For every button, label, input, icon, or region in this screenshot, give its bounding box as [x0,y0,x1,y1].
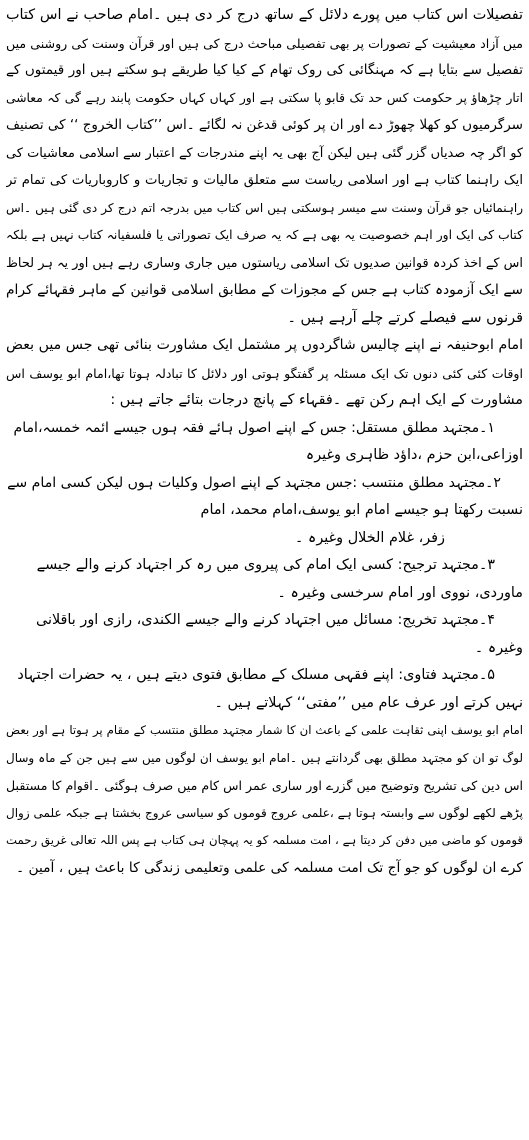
text-line: کرے ان لوگوں کو جو آج تک امت مسلمہ کی علمی وتعلیمی زندگی کا باعث ہیں ، آمین ۔ [15,859,523,876]
text-line: اوقات کئی کئی دنوں تک ایک مسئلہ پر گفتگو ہوتی اور دلائل کا تبادلہ ہوتا تھا،امام ابو یوسف اس [6,365,523,381]
list-item: ۴۔مجتہد تخریج: مسائل میں اجتہاد کرنے والے جیسے الکندی، رازی اور باقلانی [35,612,495,628]
text-line: ایک راہنما کتاب ہے اور اسلامی ریاست سے متعلق مالیات و تجاریات و کاروباریات کی تمام تر [6,173,523,188]
text-line: اس کے اخذ کردہ قوانین صدیوں تک اسلامی ریاستوں میں جاری وساری رہے ہیں اور یہ ہر لحاظ [6,255,523,271]
list-item: ۳۔مجتہد ترجیح: کسی ایک امام کی پیروی میں رہ کر اجتہاد کرنے والے جیسے [36,557,495,573]
text-line: نسبت رکھتا ہو جیسے امام ابو یوسف،امام محمد، امام [200,502,523,518]
text-line: امام ابوحنیفہ نے اپنے چالیس شاگردوں پر مشتمل ایک مشاورت بنائی تھی جس میں بعض [6,337,523,353]
text-line: مشاورت کے ایک اہم رکن تھے ۔فقہاء کے پانچ درجات بتائے جاتے ہیں : [110,392,523,408]
text-line: قوموں کو ماضی میں دفن کر دیتا ہے ، امت مسلمہ کو یہ پہچان ہی کتاب ہے پس اللہ تعالی غریق رحمت [6,833,523,847]
text-line: کو اگر چہ صدیاں گزر گئی ہیں لیکن آج بھی یہ اپنے مندرجات کے اعتبار سے اسلامی معاشیات کی [6,145,523,161]
text-line: اتار چڑھاؤ پر حکومت کس حد تک قابو پا سکتی ہے اور کہاں کہاں حکومت پابند رہے گی کہ معاشی [6,90,523,105]
text-line: سے ایک آزمودہ کتاب ہے جس کے مجوزات کے مطابق اسلامی قوانین کے ماہر فقہائے کرام [6,282,523,298]
text-line: سرگرمیوں کو کھلا چھوڑ دے اور ان پر کوئی قدغن نہ لگائے ۔اس ’’کتاب الخروج ‘‘ کی تصنیف [6,117,523,133]
text-line: نہیں کرتے اور عرف عام میں ’’مفتی‘‘ کہلاتے ہیں ۔ [214,694,523,711]
text-line: تفصیل سے بتایا ہے کہ مہنگائی کی روک تھام کے کیا کیا طریقے ہو سکتے ہیں اور قیمتوں کے [6,62,523,78]
text-line: لوگ تو ان کو مجتہد مطلق بھی گردانتے ہیں ۔امام ابو یوسف ان لوگوں میں سے ہیں جن کے ماہ وسال [6,750,523,765]
text-line: میں آزاد معیشیت کے تصورات پر بھی تفصیلی مباحث درج کی ہیں اور قرآن وسنت کی روشنی میں [6,35,523,51]
text-line: امام ابو یوسف اپنی ثقاہت علمی کے باعث ان کا شمار مجتہد مطلق منتسب کے مقام پر ہوتا ہے اور بعض [6,723,523,737]
text-line: اس دین کی تشریح وتوضیح میں گزرے اور ساری عمر اس کام میں صرف ہوگئی ۔اقوام کا مستقبل [6,778,523,793]
text-line: کتاب کی ایک اور اہم خصوصیت یہ بھی ہے کہ یہ صرف ایک تصوراتی یا فلسفیانہ کتاب نہیں ہے بلکہ [6,228,523,242]
text-line: اوزاعی،ابن حزم ،داؤد ظاہری وغیرہ [305,447,523,463]
list-item: ۵۔مجتہد فتاوی: اپنے فقہی مسلک کے مطابق فتوی دیتے ہیں ، یہ حضرات اجتہاد [17,667,495,683]
list-item: ۱۔مجتہد مطلق مستقل: جس کے اپنے اصول ہائے فقہ ہوں جیسے ائمہ خمسہ،امام [13,419,495,436]
text-line: پڑھے لکھے لوگوں سے وابستہ ہوتا ہے ،علمی عروج قوموں کو سیاسی عروج بخشتا ہے جبکہ علمی زوال [6,805,523,820]
text-line: تفصیلات اس کتاب میں پورے دلائل کے ساتھ درج کر دی ہیں ۔امام صاحب نے اس کتاب [6,7,523,23]
text-line: قرنوں سے فیصلے کرتے چلے آرہے ہیں ۔ [287,309,523,326]
list-item: ۲۔مجتہد مطلق منتسب :جس مجتہد کے اپنے اصول وکلیات ہوں لیکن کسی امام سے [7,474,501,491]
text-line: ماوردی، نووی اور امام سرخسی وغیرہ ۔ [277,584,523,601]
text-line: زفر، غلام الخلال وغیرہ ۔ [294,529,445,546]
text-line: راہنمائیاں جو قرآن وسنت سے میسر ہوسکتی ہیں اس کتاب میں بدرجہ اتم درج کر دی گئی ہیں ۔اس [6,200,523,215]
text-line: وغیرہ ۔ [474,639,523,656]
